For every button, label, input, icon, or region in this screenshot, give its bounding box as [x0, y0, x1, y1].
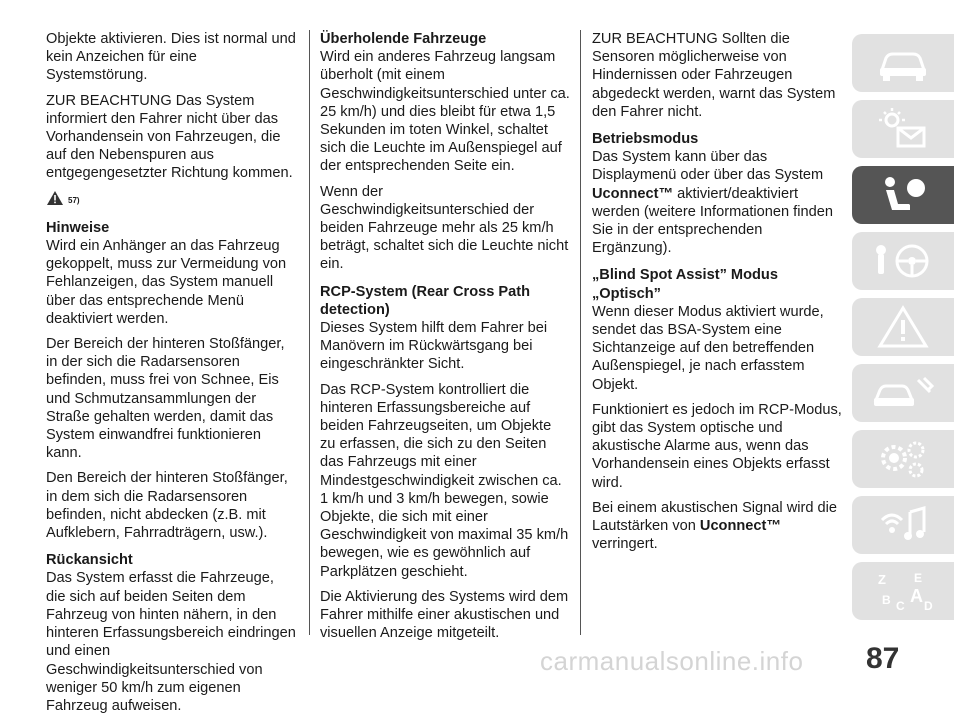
- svg-text:B: B: [882, 593, 891, 607]
- svg-text:Z: Z: [878, 572, 886, 587]
- alphabet-index-icon: [868, 568, 938, 614]
- paragraph: Die Aktivierung des Systems wird dem Fahrer mithilfe einer akustischen und visuellen Anzeige mitgeteilt.: [320, 588, 569, 642]
- warning-reference: [46, 190, 296, 210]
- brand-name: Uconnect™: [592, 185, 674, 202]
- airbag-seat-icon: [868, 172, 938, 218]
- page-number: 87: [866, 642, 900, 675]
- text-column-3: [592, 30, 842, 560]
- svg-text:E: E: [914, 571, 923, 585]
- paragraph: Objekte aktivieren. Dies ist normal und kein Anzeichen für eine Systemstörung.: [46, 31, 296, 84]
- paragraph: Dieses System hilft dem Fahrer bei Manövern im Rückwärtsgang bei eingeschränkter Sicht.: [320, 320, 548, 373]
- multimedia-icon: [868, 502, 938, 548]
- tab-vehicle[interactable]: [852, 34, 954, 92]
- paragraph: Wenn dieser Modus aktiviert wurde, sendet das BSA-System eine Sichtanzeige auf den betreffenden Außenspiegel, je nach erfasstem Objekt.: [592, 303, 824, 393]
- warning-lights-icon: [868, 106, 938, 152]
- paragraph: Das RCP-System kontrolliert die hinteren Erfassungsbereiche auf beiden Fahrzeugseiten, um Objekte zu erfassen, die sich zu den Seiten das Fahrzeugs mit einer Mindestgeschwindigkeit zwischen ca. 1 km/h und 3 km/h bewegen, sowie Objekte, die sich mit einer Geschwindigkeit von maximal 35 km/h bewegen, wie es gewöhnlich auf Parkplätzen geschieht.: [320, 381, 569, 580]
- text-column-2: [320, 30, 570, 650]
- tab-technical-data[interactable]: [852, 430, 954, 488]
- tab-starting-driving[interactable]: [852, 232, 954, 290]
- paragraph: Wird ein Anhänger an das Fahrzeug gekoppelt, muss zur Vermeidung von Fehlanzeigen, das System manuell über das entsprechende Menü deaktiviert werden.: [46, 238, 287, 327]
- svg-text:A: A: [910, 586, 923, 606]
- tab-maintenance[interactable]: [852, 364, 954, 422]
- column-divider: [309, 30, 310, 635]
- section-heading-hinweise: Hinweise: [46, 219, 110, 236]
- paragraph: [592, 148, 842, 257]
- column-divider: [580, 30, 581, 635]
- tab-safety[interactable]: [852, 166, 954, 224]
- section-heading-blind-spot: „Blind Spot Assist” Modus „Optisch”: [592, 267, 778, 302]
- brand-name: Uconnect™: [699, 518, 781, 535]
- tab-instruments[interactable]: [852, 100, 954, 158]
- tab-emergency[interactable]: [852, 298, 954, 356]
- paragraph: ZUR BEACHTUNG Das System informiert den Fahrer nicht über das Vorhandensein von Fahrzeugen, die auf den Nebenspuren aus entgegengesetzter Richtung kommen.: [46, 92, 293, 182]
- gears-icon: [868, 436, 938, 482]
- chapter-tabs: [852, 34, 960, 628]
- watermark: carmanualsonline.info: [540, 646, 804, 676]
- text-run: aktiviert/deaktiviert werden (weitere Informationen finden Sie in der entsprechenden Ergänzung).: [592, 185, 833, 257]
- warning-ref-number: 57): [68, 195, 80, 205]
- svg-text:D: D: [924, 599, 933, 613]
- text-run: verringert.: [592, 536, 658, 553]
- section-heading-betriebsmodus: Betriebsmodus: [592, 131, 699, 148]
- tab-multimedia[interactable]: [852, 496, 954, 554]
- paragraph: Das System erfasst die Fahrzeuge, die sich auf beiden Seiten dem Fahrzeug von hinten nähern, in den hinteren Erfassungsbereich eindringen und einen Geschwindigkeitsunterschied von weniger 50 km/h zum eigenen Fahrzeug aufweisen.: [46, 570, 296, 714]
- section-heading-ueberholende: Überholende Fahrzeuge: [320, 31, 487, 47]
- key-steering-icon: [868, 238, 938, 284]
- section-heading-rcp: RCP-System (Rear Cross Path detection): [320, 283, 531, 318]
- paragraph: Wird ein anderes Fahrzeug langsam überholt (mit einem Geschwindigkeitsunterschied unter ca. 25 km/h) und dies bleibt für etwa 1,5 Sekunden im toten Winkel, schaltet sich die Leuchte im Außenspiegel auf der entsprechenden Seite ein.: [320, 49, 570, 175]
- paragraph: [592, 499, 842, 554]
- svg-text:C: C: [896, 599, 905, 613]
- warning-triangle-icon: [868, 304, 938, 350]
- paragraph: Wenn der Geschwindigkeitsunterschied der beiden Fahrzeuge mehr als 25 km/h beträgt, schaltet sich die Leuchte nicht ein.: [320, 183, 569, 273]
- tab-index[interactable]: [852, 562, 954, 620]
- paragraph: ZUR BEACHTUNG Sollten die Sensoren möglicherweise von Hindernissen oder Fahrzeugen abgedeckt werden, warnt das System den Fahrer nicht.: [592, 31, 836, 120]
- text-run: Das System kann über das Displaymenü oder über das System: [592, 149, 824, 184]
- text-column-1: [46, 30, 296, 722]
- section-heading-rueckansicht: Rückansicht: [46, 552, 133, 569]
- paragraph: Den Bereich der hinteren Stoßfänger, in dem sich die Radarsensoren befinden, nicht abdecken (z.B. mit Aufklebern, Fahrradträgern, usw.).: [46, 470, 288, 542]
- paragraph: Der Bereich der hinteren Stoßfänger, in der sich die Radarsensoren befinden, muss frei von Schnee, Eis und Schmutzansammlungen der Straße gehalten werden, damit das System einwandfrei funktionieren kann.: [46, 336, 285, 462]
- car-service-icon: [868, 370, 938, 416]
- text-run: Bei einem akustischen Signal wird die Lautstärken von: [592, 499, 837, 535]
- paragraph: Funktioniert es jedoch im RCP-Modus, gibt das System optische und akustische Alarme aus, wenn das Vorhandensein eines Objekts erfasst wird.: [592, 401, 842, 491]
- warning-triangle-icon: [46, 190, 64, 206]
- car-icon: [868, 40, 938, 86]
